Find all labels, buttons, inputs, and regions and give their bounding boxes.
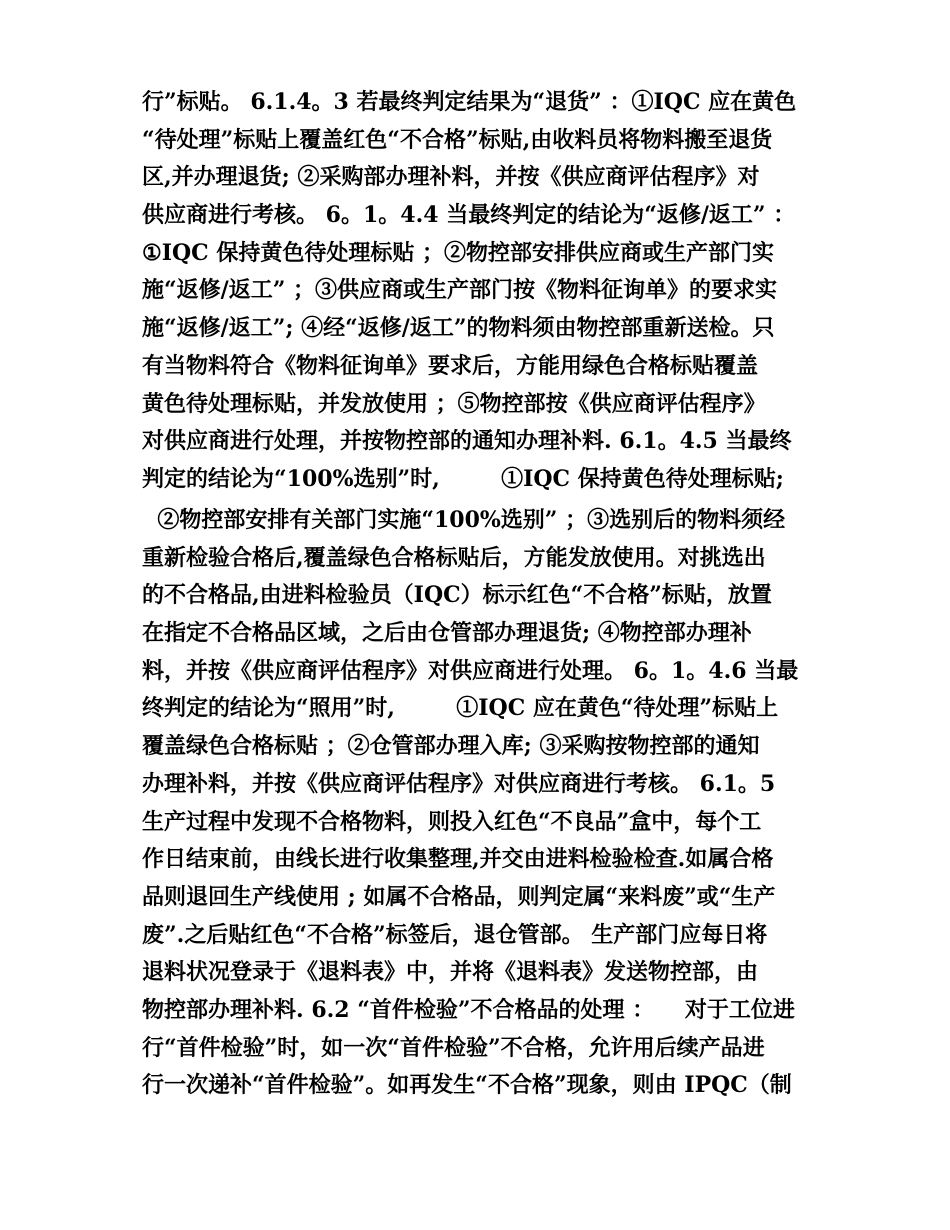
text-line: 行“首件检验”时，如一次“首件检验”不合格，允许用后续产品进 <box>142 1034 765 1061</box>
text-line: ①IQC 保持黄色待处理标贴 ；②物控部安排供应商或生产部门实 <box>142 239 775 266</box>
text-line: 料，并按《供应商评估程序》对供应商进行处理。 6。1。4.6 当最 <box>142 657 799 684</box>
text-line: 有当物料符合《物料征询单》要求后，方能用绿色合格标贴覆盖 <box>142 352 759 379</box>
paragraph-sorting-and-first-article <box>142 502 822 1105</box>
text-line: 行”标贴。 6.1.4。3 若最终判定结果为“退货” ：①IQC 应在黄色 <box>142 89 797 115</box>
text-line: 施“返修/返工” ；③供应商或生产部门按《物料征询单》的要求实 <box>142 277 778 304</box>
text-line: “待处理”标贴上覆盖红色“不合格”标贴,由收料员将物料搬至退货 <box>142 126 773 153</box>
text-line: 作日结束前，由线长进行收集整理,并交由进料检验检查.如属合格 <box>142 846 774 873</box>
text-line: 品则退回生产线使用 ; 如属不合格品，则判定属“来料废”或“生产 <box>142 883 776 910</box>
text-line: 的不合格品,由进料检验员（IQC）标示红色“不合格”标贴，放置 <box>142 582 772 609</box>
text-line: 重新检验合格后,覆盖绿色合格标贴后，方能发放使用。对挑选出 <box>142 544 766 571</box>
text-line: 物控部办理补料. 6.2 “首件检验”不合格品的处理 ： 对于工位进 <box>142 996 795 1023</box>
paragraph-return-rework-handling <box>142 84 822 499</box>
text-line: 施“返修/返工”; ④经“返修/返工”的物料须由物控部重新送检。只 <box>142 315 775 342</box>
text-line: 退料状况登录于《退料表》中，并将《退料表》发送物控部，由 <box>142 959 759 986</box>
text-line: 覆盖绿色合格标贴 ；②仓管部办理入库; ③采购按物控部的通知 <box>142 733 760 760</box>
text-line: 判定的结论为“100%选别”时, ①IQC 保持黄色待处理标贴; <box>142 465 784 492</box>
text-line: 废”.之后贴红色“不合格”标签后，退仓管部。 生产部门应每日将 <box>142 921 768 948</box>
text-line: 对供应商进行处理，并按物控部的通知办理补料. 6.1。4.5 当最终 <box>142 428 792 455</box>
text-line: 供应商进行考核。 6。1。4.4 当最终判定的结论为“返修/返工” ： <box>142 202 796 229</box>
text-line: 区,并办理退货; ②采购部办理补料，并按《供应商评估程序》对 <box>142 164 760 191</box>
text-line: 终判定的结论为“照用”时, ①IQC 应在黄色“待处理”标贴上 <box>142 695 779 722</box>
text-line: 行一次递补“首件检验”。如再发生“不合格”现象，则由 IPQC（制 <box>142 1072 792 1099</box>
text-line: 黄色待处理标贴，并发放使用 ；⑤物控部按《供应商评估程序》 <box>142 390 766 417</box>
text-line: 办理补料，并按《供应商评估程序》对供应商进行考核。 6.1。5 <box>142 770 776 797</box>
text-line: 生产过程中发现不合格物料，则投入红色“不良品”盒中，每个工 <box>142 808 762 835</box>
text-line: 在指定不合格品区域，之后由仓管部办理退货; ④物控部办理补 <box>142 620 752 647</box>
text-line: ②物控部安排有关部门实施“100%选别” ；③选别后的物料须经 <box>142 507 786 533</box>
